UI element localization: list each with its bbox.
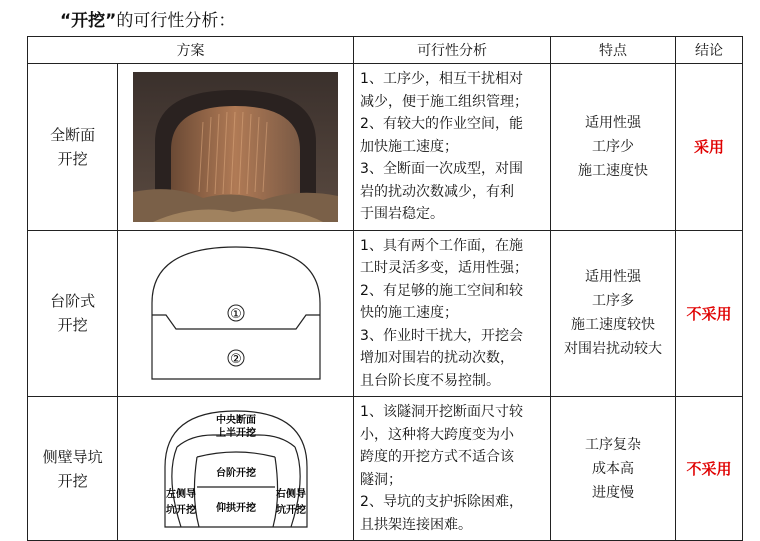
analysis-line: 减少，便于施工组织管理；: [360, 93, 529, 110]
label-right-2: 坑开挖: [275, 504, 306, 516]
conclusion-cell: 采用: [675, 64, 742, 231]
label-bottom: 仰拱开挖: [215, 502, 256, 514]
table-row: [28, 397, 743, 541]
feature-item: 施工速度较快: [571, 317, 655, 334]
conclusion-cell: 不采用: [675, 397, 742, 541]
scheme-line: 全断面: [50, 125, 96, 144]
analysis-line: 于围岩稳定。: [360, 206, 445, 222]
title-rest: 的可行性分析：: [116, 11, 236, 31]
table-header-row: [28, 37, 743, 64]
step-label-lower: ②: [229, 352, 242, 368]
step-label-upper: ①: [229, 307, 242, 323]
tunnel-photo: [133, 72, 338, 222]
scheme-figure-cell: [118, 230, 354, 397]
analysis-line: 快的施工速度；: [360, 305, 459, 321]
analysis-line: 加快施工速度；: [360, 138, 459, 155]
scheme-line: 侧壁导坑: [42, 447, 103, 466]
label-left-2: 坑开挖: [165, 504, 196, 516]
header-features: 特点: [551, 37, 676, 64]
analysis-line: 跨度的开挖方式不适合该: [360, 449, 515, 465]
scheme-figure-cell: [118, 64, 354, 231]
header-conclusion: 结论: [675, 37, 742, 64]
analysis-line: 3、作业时干扰大，开挖会: [360, 327, 523, 344]
scheme-line: 开挖: [57, 316, 88, 335]
analysis-line: 且拱架连接困难。: [360, 516, 473, 533]
analysis-line: 1、具有两个工作面，在施: [360, 237, 523, 254]
feature-item: 进度慢: [592, 484, 634, 501]
analysis-line: 2、有较大的作业空间，能: [360, 116, 523, 132]
features-cell: [551, 397, 676, 541]
feature-item: 对围岩扰动较大: [564, 341, 662, 358]
label-right-1: 右侧导: [275, 488, 306, 500]
feature-item: 施工速度快: [578, 162, 648, 179]
analysis-line: 且台阶长度不易控制。: [360, 372, 501, 389]
title-quote: “开挖”: [60, 11, 117, 31]
analysis-line: 岩的扰动次数减少，有利: [360, 183, 515, 200]
analysis-line: 1、工序少，相互干扰相对: [360, 71, 523, 87]
analysis-line: 1、该隧洞开挖断面尺寸较: [360, 404, 523, 420]
feature-item: 成本高: [592, 460, 634, 477]
analysis-text: [354, 397, 551, 541]
section-title: [60, 6, 235, 31]
scheme-line: 开挖: [57, 471, 88, 490]
label-top-1: 中央断面: [215, 414, 256, 426]
feasibility-table: [27, 36, 743, 541]
analysis-text: [354, 230, 551, 397]
analysis-line: 工时灵活多变，适用性强；: [360, 260, 529, 276]
scheme-figure-cell: [118, 397, 354, 541]
scheme-line: 开挖: [57, 149, 88, 168]
analysis-line: 2、有足够的施工空间和较: [360, 282, 523, 299]
feature-item: 适用性强: [585, 269, 641, 286]
scheme-name: [28, 230, 118, 397]
features-cell: [551, 230, 676, 397]
header-analysis: 可行性分析: [354, 37, 551, 64]
table-row: [28, 64, 743, 231]
analysis-line: 3、全断面一次成型，对围: [360, 161, 523, 177]
label-mid: 台阶开挖: [215, 467, 256, 479]
analysis-line: 隧洞；: [360, 471, 403, 488]
header-scheme: 方案: [28, 37, 354, 64]
feature-item: 适用性强: [585, 114, 641, 131]
analysis-line: 增加对围岩的扰动次数，: [360, 350, 515, 366]
features-cell: [551, 64, 676, 231]
table-row: [28, 230, 743, 397]
scheme-name: [28, 64, 118, 231]
side-drift-diagram: [161, 407, 311, 531]
bench-excavation-diagram: [148, 243, 324, 383]
analysis-text: [354, 64, 551, 231]
analysis-line: 小，这种将大跨度变为小: [360, 426, 515, 443]
label-top-2: 上半开挖: [215, 427, 256, 439]
label-left-1: 左侧导: [165, 488, 196, 500]
feature-item: 工序多: [592, 293, 634, 310]
feature-item: 工序复杂: [585, 436, 641, 453]
scheme-name: [28, 397, 118, 541]
conclusion-cell: 不采用: [675, 230, 742, 397]
scheme-line: 台阶式: [50, 292, 96, 311]
analysis-line: 2、导坑的支护拆除困难，: [360, 494, 523, 510]
feature-item: 工序少: [592, 138, 634, 155]
